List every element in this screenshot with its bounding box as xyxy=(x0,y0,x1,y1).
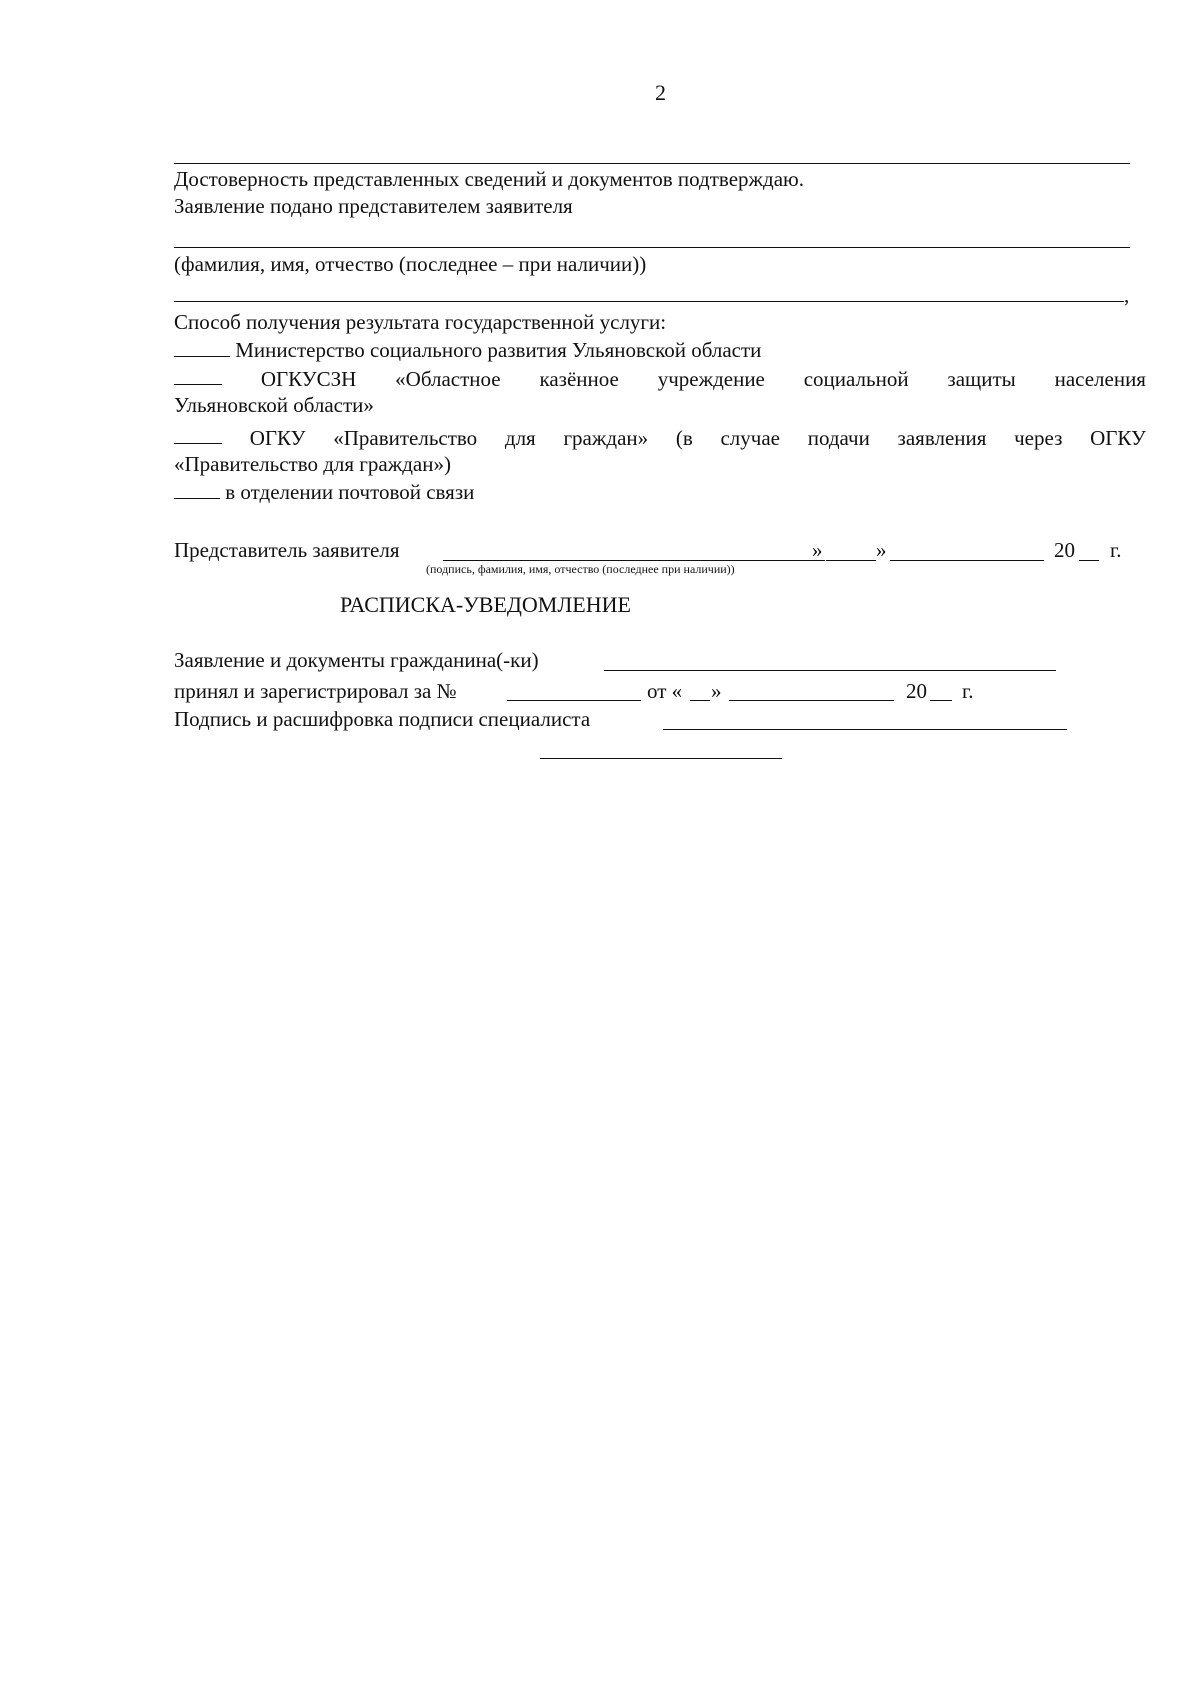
method-option-ogkuszn xyxy=(174,366,1146,392)
option-blank[interactable] xyxy=(174,480,220,499)
option-continuation: Ульяновской области» xyxy=(174,393,374,417)
option-word: «Правительство xyxy=(333,426,478,450)
option-continuation: «Правительство для граждан») xyxy=(174,452,451,476)
option-word: «Областное xyxy=(395,367,501,391)
option-word: подачи xyxy=(807,426,870,450)
top-rule xyxy=(174,163,1130,164)
option-word: через xyxy=(1014,426,1063,450)
signature-quote-1: » xyxy=(812,538,823,562)
signature-year-prefix: 20 xyxy=(1054,538,1075,562)
method-option-post xyxy=(174,479,474,505)
method-option-ogku xyxy=(174,425,1146,451)
signature-year-suffix: г. xyxy=(1110,538,1122,562)
option-word: случае xyxy=(720,426,780,450)
option-word: защиты xyxy=(947,367,1016,391)
receipt-number-blank[interactable] xyxy=(507,700,641,701)
receipt-specialist-blank[interactable] xyxy=(663,729,1067,730)
comma: , xyxy=(1124,283,1130,307)
option-word: ОГКУ xyxy=(1090,426,1146,450)
option-label: в отделении почтовой связи xyxy=(225,480,475,504)
option-word: казённое xyxy=(539,367,619,391)
option-word: населения xyxy=(1054,367,1146,391)
option-blank[interactable] xyxy=(174,338,230,357)
receipt-month-blank[interactable] xyxy=(729,700,894,701)
option-label: Министерство социального развития Ульяновской области xyxy=(235,338,762,362)
closing-separator xyxy=(540,758,782,759)
method-title: Способ получения результата государственной услуги: xyxy=(174,310,667,334)
signature-month-blank[interactable] xyxy=(890,560,1044,561)
option-word: граждан» xyxy=(563,426,649,450)
receipt-year-blank[interactable] xyxy=(930,700,952,701)
receipt-line-3: Подпись и расшифровка подписи специалиста xyxy=(174,707,591,731)
receipt-line-1: Заявление и документы гражданина(-ки) xyxy=(174,648,539,672)
receipt-quote: » xyxy=(711,679,722,703)
signature-label: Представитель заявителя xyxy=(174,538,400,562)
receipt-year: 20 xyxy=(906,679,927,703)
receipt-title: РАСПИСКА-УВЕДОМЛЕНИЕ xyxy=(340,592,631,617)
option-word: ОГКУСЗН xyxy=(260,367,357,391)
option-word: для xyxy=(504,426,536,450)
option-word: учреждение xyxy=(657,367,765,391)
signature-day-blank[interactable] xyxy=(826,560,876,561)
fio-blank-line xyxy=(174,247,1130,248)
extra-blank-line xyxy=(174,301,1124,302)
option-word: ОГКУ xyxy=(249,426,306,450)
confirm-text: Достоверность представленных сведений и документов подтверждаю. xyxy=(174,167,804,191)
representative-text: Заявление подано представителем заявителя xyxy=(174,194,573,218)
signature-blank[interactable] xyxy=(443,560,825,561)
signature-quote-2: » xyxy=(876,538,887,562)
signature-year-blank[interactable] xyxy=(1079,560,1099,561)
option-blank[interactable] xyxy=(174,425,222,444)
option-word: социальной xyxy=(803,367,909,391)
fio-hint: (фамилия, имя, отчество (последнее – при наличии)) xyxy=(174,252,647,276)
receipt-from: от « xyxy=(647,679,683,703)
receipt-line-2-prefix: принял и зарегистрировал за № xyxy=(174,679,457,703)
page-number: 2 xyxy=(655,80,666,105)
option-blank[interactable] xyxy=(174,366,222,385)
option-word: (в xyxy=(675,426,693,450)
option-word: заявления xyxy=(897,426,987,450)
signature-hint: (подпись, фамилия, имя, отчество (последнее при наличии)) xyxy=(426,562,735,576)
receipt-citizen-blank[interactable] xyxy=(604,670,1056,671)
method-option-ministry xyxy=(174,337,761,363)
receipt-day-blank[interactable] xyxy=(690,700,710,701)
receipt-year-suffix: г. xyxy=(962,679,974,703)
